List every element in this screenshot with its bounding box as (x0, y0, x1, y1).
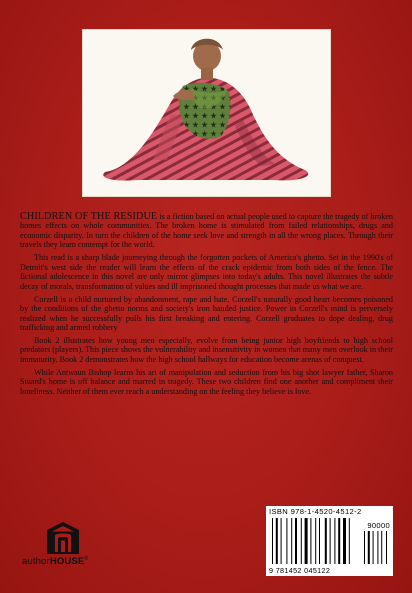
ean-digits: 9 781452 045122 (269, 566, 331, 575)
description-paragraph-4: Book 2 illustrates how young men especially, evolve from being junior high boyfriends to high school predators (players). This piece shows the vulnerability and insensitivity in women that many men overlook in their immaturity. Book 2 demonstrates how the high school hallways for education become arenas of conquest. (20, 335, 393, 364)
house-icon (44, 521, 82, 555)
publisher-wordmark (22, 556, 88, 567)
price-code: 90000 (367, 521, 390, 530)
isbn-text: ISBN 978-1-4520-4512-2 (269, 507, 362, 516)
cover-illustration (83, 30, 330, 196)
description-paragraph-2: This read is a sharp blade journeying through the forgotten pockets of America's ghetto. Set in the 1990's of Detroit's west side the reader will learn the effects of the crack epidemic from both sides of the fence. The fictional adolescence in this novel are only mirror glimpses into today's adults. This novel illustrates the subtle decay of morals, transformation of values and ill imprisoned thought processes that made us what we are. (20, 253, 393, 291)
description-paragraph-3: Corzell is a child nurtured by abandonment, rape and hate. Corzell's naturally good heart becomes poisoned by the conditions of the ghetto norms and society's iron handed justice. Power in Corzell's mind is perversely realized when he successfully pulls his first breaking and entering. Corzell graduates to dope dealing, drug trafficking and armed robbery (20, 294, 393, 332)
publisher-name-light: author (22, 556, 50, 568)
publisher-logo (22, 521, 112, 569)
description-paragraph-5: While Antwaun Bishop learns his art of manipulation and seduction from his big shot lawyer father, Sharon Stuard's home is off balance and marred in tragedy. These two children find one another and compliment their loneliness. Neither of them ever reach a understanding on the feeling they believe is love. (20, 367, 393, 396)
registered-mark: ® (84, 556, 89, 562)
book-title: CHILDREN OF THE RESIDUE (20, 211, 158, 222)
book-description (20, 212, 393, 400)
description-paragraph-1 (20, 212, 393, 250)
isbn-barcode (266, 506, 393, 576)
publisher-name-bold: HOUSE (49, 556, 85, 568)
description-paragraph-1-body: is a fiction based on actual people used to capture the tragedy of broken homes effects on whole communities. The broken home is stimulated from failed relationships, drugs and economic disparity. In turn the children of the home seek love and strength in all the wrong places. Through their travels they learn contempt for the world. (20, 212, 393, 250)
